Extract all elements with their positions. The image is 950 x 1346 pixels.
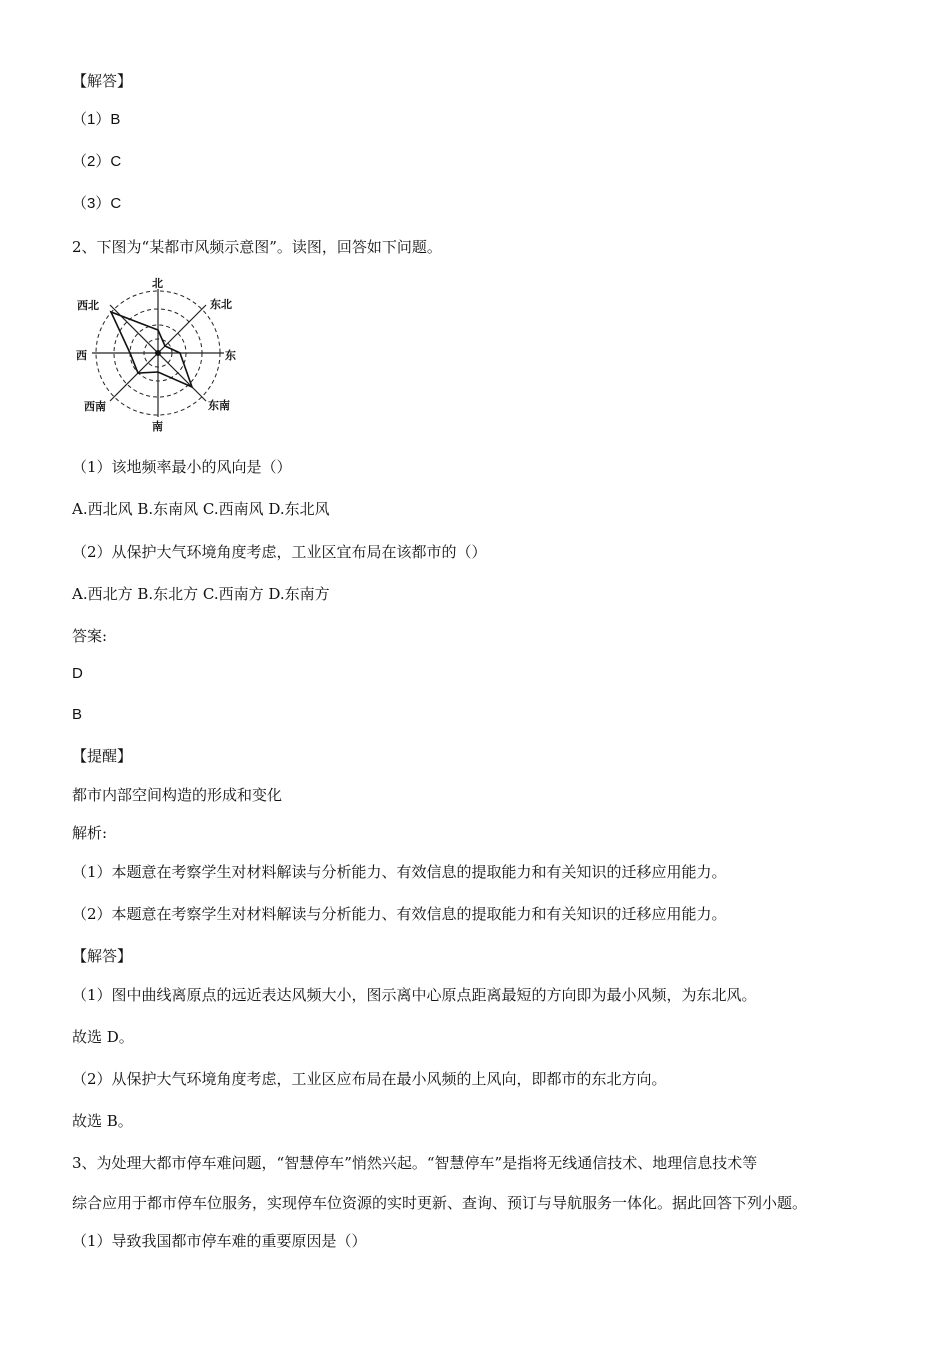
answer-1-2: （2）C xyxy=(72,153,122,170)
direction-label-north: 北 xyxy=(152,277,163,290)
hint-text: 都市内部空间构造的形成和变化 xyxy=(72,786,283,804)
solution-1-choice: 故选 D。 xyxy=(72,1028,134,1046)
solution-2: （2）从保护大气环境角度考虑，工业区应布局在最小风频的上风向，即都市的东北方向。 xyxy=(72,1070,667,1088)
answer-heading-1: 【解答】 xyxy=(72,72,133,90)
question-3-stem-line-2: 综合应用于都市停车位服务，实现停车位资源的实时更新、查询、预订与导航服务一体化。据此回答下列小题。 xyxy=(72,1194,808,1212)
wind-rose-diagram xyxy=(72,272,252,440)
question-2-1-options: A.西北风 B.东南风 C.西南风 D.东北风 xyxy=(72,500,330,518)
direction-label-east: 东 xyxy=(225,349,236,362)
answer-label: 答案: xyxy=(72,627,108,645)
direction-label-southwest: 西南 xyxy=(84,400,106,413)
hint-heading: 【提醒】 xyxy=(72,747,133,765)
analysis-label: 解析: xyxy=(72,824,108,842)
answer-1-3: （3）C xyxy=(72,195,122,212)
solution-2-choice: 故选 B。 xyxy=(72,1112,133,1130)
question-2-2: （2）从保护大气环境角度考虑，工业区宜布局在该都市的（） xyxy=(72,543,487,561)
wind-rose-center xyxy=(155,350,161,356)
question-2-stem: 2、下图为“某都市风频示意图”。读图，回答如下问题。 xyxy=(72,238,442,256)
wind-rose-figure xyxy=(72,272,252,440)
answer-heading-2: 【解答】 xyxy=(72,947,133,965)
analysis-2: （2）本题意在考察学生对材料解读与分析能力、有效信息的提取能力和有关知识的迁移应用能力。 xyxy=(72,905,727,923)
answer-2-2: B xyxy=(72,706,83,723)
direction-label-northeast: 东北 xyxy=(210,298,232,311)
answer-1-1: （1）B xyxy=(72,111,121,128)
wind-frequency-polygon xyxy=(111,312,192,387)
answer-2-1: D xyxy=(72,665,83,682)
direction-label-northwest: 西北 xyxy=(77,299,99,312)
question-2-2-options: A.西北方 B.东北方 C.西南方 D.东南方 xyxy=(72,585,330,603)
direction-label-southeast: 东南 xyxy=(208,399,230,412)
analysis-1: （1）本题意在考察学生对材料解读与分析能力、有效信息的提取能力和有关知识的迁移应用能力。 xyxy=(72,863,727,881)
question-3-1: （1）导致我国都市停车难的重要原因是（） xyxy=(72,1232,367,1250)
direction-label-south: 南 xyxy=(152,420,163,433)
direction-label-west: 西 xyxy=(76,349,87,362)
solution-1: （1）图中曲线离原点的远近表达风频大小，图示离中心原点距离最短的方向即为最小风频，为东北风。 xyxy=(72,986,757,1004)
question-3-stem-line-1: 3、为处理大都市停车难问题，“智慧停车”悄然兴起。“智慧停车”是指将无线通信技术、地理信息技术等 xyxy=(72,1154,758,1172)
question-2-1: （1）该地频率最小的风向是（） xyxy=(72,458,292,476)
